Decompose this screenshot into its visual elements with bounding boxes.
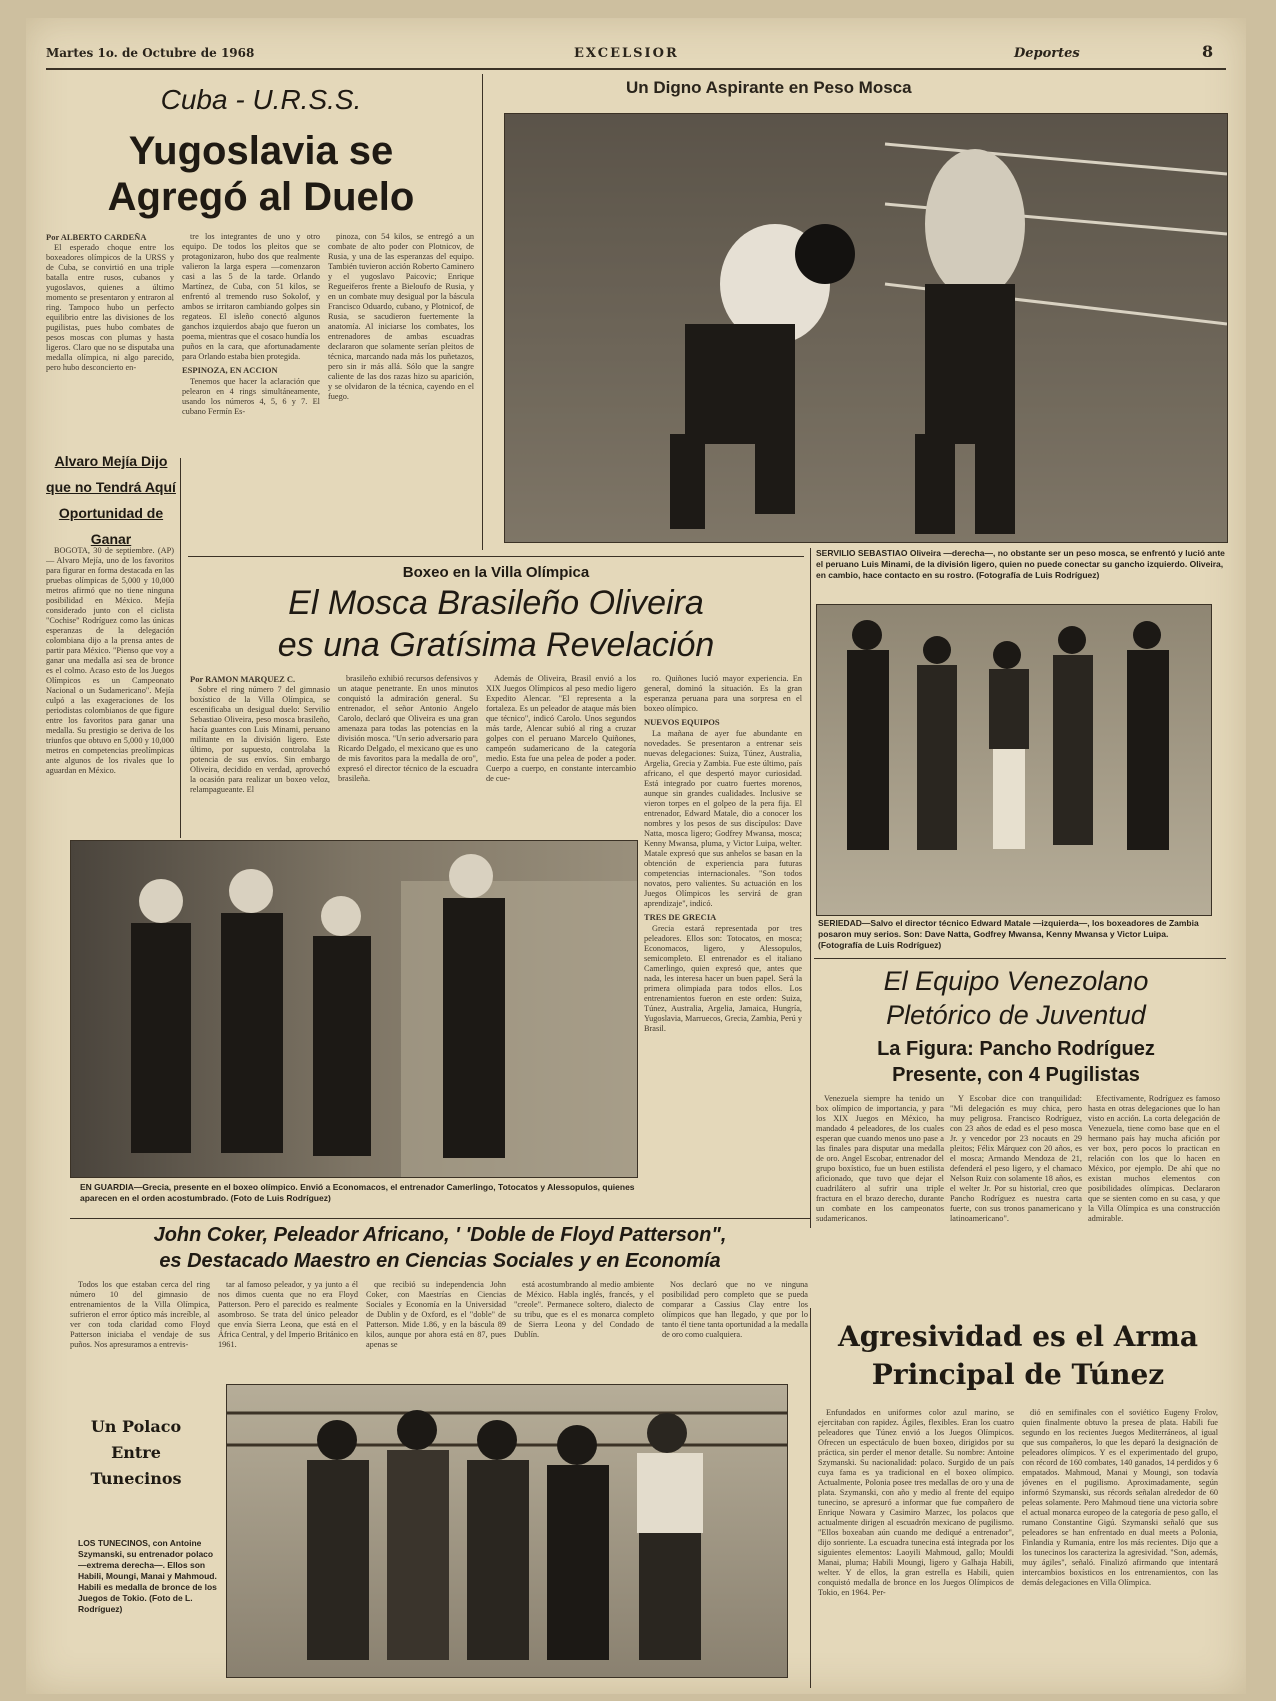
story5-col1 (70, 1280, 210, 1376)
rule-story3-top (188, 556, 804, 557)
story3-text1: Sobre el ring número 7 del gimnasio boxístico de la Villa Olímpica, se escenificaba un desigual duelo: Servilio Sebastiao Oliveira, peso mosca brasileño, hacía guantes con Luis Minami, peruano militante en la división ligero. Este último, por supuesto, controlaba la potencia de sus envíos. Sin embargo Oliveira, decidido en verdad, aprovechó la ocasión para realizar un boxeo veloz, relampagueante. El (190, 685, 330, 794)
story6-headline: Un Polaco Entre Tunecinos (90, 1417, 182, 1488)
story4-col3 (1088, 1094, 1220, 1290)
photo-greek-boxers (70, 840, 638, 1178)
story4-text1: Venezuela siempre ha tenido un box olímpico de importancia, y para los XIX Juegos en México, ha mandado 4 peleadores, de los cuales esperan que cuando menos uno pase a las finales para disputar una medalla de oro. Angel Escobar, entrenador del grupo boxístico, fue un buen estilista aficionado, que tuvo que dejar el cuadrilátero al sufrir una triple fractura en el brazo derecho, durante un combate en los campeonatos sudamericanos. (816, 1094, 944, 1223)
story5-text2: tar al famoso peleador, y ya junto a él nos dimos cuenta que no era Floyd Patterson. Pero el parecido es realmente asombroso. Se trata del único peleador que envía Sierra Leona, que está en el África Central, y del Imperio Británico en 1961. (218, 1280, 358, 1349)
story1-subhead: ESPINOZA, EN ACCION (182, 365, 278, 375)
paper-name: EXCELSIOR (574, 46, 679, 61)
story7-text2: dió en semifinales con el soviético Eugeny Frolov, quien finalmente obtuvo la presea de plata. Habili fue segundo en los recientes Juegos Mediterráneos, al igual que sus compañeros, lo que les deparó la designación de peleadores olímpicos. Y es el experimentado del grupo, con récord de 160 combates, 140 ganados, 14 perdidos y 6 empatados. Mahmoud, Manai y Moungi, son todavía jóvenes en el pugilismo. Aproximadamente, según informó Szymanski, sus récords señalan alrededor de 60 peleas solamente. Pero Mahmoud tiene una victoria sobre el actual monarca europeo de la categoría de peso gallo, el rumano Constantine Gigú. Szymanski señaló que sus peleadores se han enfrentado en dual meets a Polonia, Finlandia y Rumania, entre los más recientes. Dijo que a los tunecinos los caracteriza la agresividad. "Son, además, muy ágiles", señaló. Finalizó afirmando que intentará intercambios boxísticos en los entrenamientos, con las demás delegaciones en Villa Olímpica. (1022, 1408, 1218, 1587)
story5-text3: que recibió su independencia John Coker, con Maestrías en Ciencias Sociales y Economía en la Universidad de Dublin y de Oxford, es el "doble" de Patterson. Mide 1.86, y en la báscula 89 kilos, aunque por ahora está en 87, pues apenas se (366, 1280, 506, 1349)
story4-text2: Y Escobar dice con tranquilidad: "Mi delegación es muy chica, pero muy peligrosa. Francisco Rodríguez, con 23 años de edad es el peso mosca Jr. y vencedor por 23 nocauts en 29 pleitos; Félix Márquez con 20 años, es el mosca; Armando Mendoza de 21, defenderá el peso ligero, y el chamaco Nelson Ruiz con solamente 18 años, es el welter Jr. Por su historial, creo que Pancho Rodríguez es nuestra carta fuerte, con sus tronos panamericano y latinoamericano". (950, 1094, 1082, 1223)
story3-headline2: es una Gratísima Revelación (277, 626, 715, 664)
story1-text3: pinoza, con 54 kilos, se entregó a un combate de alto poder con Plotnicov, de Rusia, y una de las esperanzas del equipo. También tuvieron acción Roberto Caminero y el yugoslavo Paicovic; Enrique Regueiferos frente a Bieloufo de Rusia, y en un combate muy desigual por la báscula Francisco Oduardo, cubano, y Plotnicof, de Rusia, se sacudieron fuertemente la anatomía. Al iniciarse los combates, los entrenadores de ambas escuadras declararon que solamente serían pleitos de técnica, marcando nada más los puñetazos, pero sin ir más allá. Sólo que la sangre caliente de las dos razas hizo su aparición, y se olvidaron de la técnica, cayendo en el fuego. (328, 232, 474, 401)
story1-col1 (46, 232, 174, 442)
section-name: Deportes (1014, 46, 1080, 61)
rule-coker-top (70, 1218, 810, 1219)
story2-body (46, 546, 174, 836)
story5-col5 (662, 1280, 808, 1376)
story4-headline2: Pletórico de Juventud (886, 1000, 1146, 1030)
vertical-rule-center (810, 548, 811, 1228)
photo-sparring (504, 113, 1228, 543)
vertical-rule-tunez (810, 1308, 811, 1688)
vertical-rule-story1 (482, 74, 483, 550)
story1-col3 (328, 232, 474, 550)
photo-zambia-boxers (816, 604, 1212, 916)
story4-text3: Efectivamente, Rodríguez es famoso hasta en otras delegaciones que lo han visto en acción. La corta delegación de Venezuela, tiene como base que en el hermano país hay mucha afición por ver box, pero pocos lo practican en relación con los que lo hacen en México, por ejemplo. De ahí que no existan muchos elementos con posibilidades olímpicas. Declararon que se sienten como en su casa, y que la Villa Olímpica es una construcción admirable. (1088, 1094, 1220, 1223)
story4-deck2: Presente, con 4 Pugilistas (892, 1064, 1140, 1086)
story3-subhead1: NUEVOS EQUIPOS (644, 717, 720, 727)
story3-headline1: El Mosca Brasileño Oliveira (288, 584, 704, 622)
photo-tunisian-team (226, 1384, 788, 1678)
photo-sparring-image (505, 114, 1227, 542)
photo1-caption: SERVILIO SEBASTIAO Oliveira —derecha—, no obstante ser un peso mosca, se enfrentó y lució ante el peruano Luis Minami, de la división ligero, quien no puede conectar su gancho izquierdo. Oliveira, en cambio, hace contacto en su rostro. (Fotografía de Luis Rodríguez) (816, 548, 1225, 580)
story7-headline1: Agresividad es el Arma (838, 1320, 1198, 1353)
story2-headline: Alvaro Mejía Dijo que no Tendrá Aquí Oportunidad de Ganar (46, 453, 176, 547)
photo-greek-image (71, 841, 637, 1177)
rule-venezuela-top (814, 958, 1226, 959)
story-alvaro-mejia (46, 448, 176, 838)
story4-headline1: El Equipo Venezolano (883, 966, 1149, 996)
story5-col4 (514, 1280, 654, 1376)
story5-text4: está acostumbrando al medio ambiente de México. Habla inglés, francés, y el "creole". Permanece soltero, dialecto de su tribu, que es el es monarca completo de Sierra Leona y del Condado de Dublín. (514, 1280, 654, 1339)
story6-caption: LOS TUNECINOS, con Antoine Szymanski, su entrenador polaco —extrema derecha—. Ellos son Habili, Moungi, Manai y Mahmoud. Habili es medalla de bronce de los Juegos de Tokio. (Foto de L. Rodríguez) (78, 1538, 217, 1614)
column-rule-left (180, 458, 181, 838)
story3-kicker: Boxeo en la Villa Olímpica (402, 564, 590, 581)
story3-col1 (190, 674, 330, 834)
photo3-caption: EN GUARDIA—Grecia, presente en el boxeo olímpico. Envió a Economacos, el entrenador Camerlingo, Totocatos y Alessopulos, quienes aparecen en el orden acostumbrado. (Foto de Luis Rodríguez) (80, 1182, 635, 1203)
story4-col2 (950, 1094, 1082, 1290)
story3-col3 (486, 674, 636, 834)
story3-col2 (338, 674, 478, 834)
story1-text1: El esperado choque entre los boxeadores olímpicos de la URSS y de Cuba, se convirtió en una triple batalla entre rusos, cubanos y yugoslavos, quienes a último momento se presentaron y entraron al ring. Tampoco hubo un perfecto equilibrio entre las divisiones de los pugilistas, pues hubo combates de pesos moscas con plumas y hasta ligeros. Claro que no se disputaba una medalla olímpica, ni algo parecido, pero hubo desconcierto en- (46, 243, 174, 372)
story5-headline1: John Coker, Peleador Africano, ' 'Doble de Floyd Patterson", (153, 1224, 727, 1246)
newspaper-page (26, 18, 1246, 1694)
story7-col2 (1022, 1408, 1218, 1686)
story1-text2: tre los integrantes de uno y otro equipo. De todos los pleitos que se protagonizaron, hubo dos que realmente valieron la larga espera —comenzaron casi a las 5 de la tarde. Orlando Martínez, de Cuba, con 51 kilos, se enfrentó al tremendo ruso Sokolof, y ambos se irritaron cambiando golpes sin regateos. El isleño conectó algunos ganchos izquierdos abajo que fueron un poema, mientras que el cosaco hundía los puños en la cara, que afortunadamente para Orlando estaba bien protegida. (182, 232, 320, 361)
story1-col2 (182, 232, 320, 550)
issue-date: Martes 1o. de Octubre de 1968 (46, 46, 255, 60)
story3-col4 (644, 674, 802, 1224)
story7-text1: Enfundados en uniformes color azul marino, se ejercitaban con rapidez. Ágiles, flexibles. Eran los cuatro peleadores que Túnez envió a los Juegos Olímpicos. Ofrecen un espectáculo de buen boxeo, dirigidos por su práctica, sin perder el menor detalle. Su nombre: Antoine Szymanski. Su nacionalidad: polaco. Surgido de un país cuya fama es ya tradicional en el boxeo olímpico. Actualmente, Polonia posee tres medallas de oro y una de plata. Szymanski, con año y medio al frente del equipo tunecino, se apresuró a informar que fue compañero de Enrique Nowara y Casimiro Marzec, los polacos que actualmente dirigen al escuadrón mexicano de pugilismo. "Ellos boxeaban aún cuando me dediqué a entrenador", dijo sonriente. La escuadra tunecina está integrada por los siguientes elementos: Laoyili Mahmoud, gallo; Mouldi Manai, pluma; Habili Moungi, ligero y Galhaja Habili, welter. Y de ellos, la gran estrella es Habili, quien conquistó medalla de bronce en los Juegos Olímpicos de Tokio, en 1964. Per- (818, 1408, 1014, 1597)
story3-text4a: ro. Quiñones lució mayor experiencia. En general, dominó la situación. Es la gran esperanza peruana para una sorpresa en el boxeo olímpico. (644, 674, 802, 713)
story7-headline2: Principal de Túnez (871, 1358, 1165, 1391)
story3-subhead2: TRES DE GRECIA (644, 912, 717, 922)
story4-col1 (816, 1094, 944, 1290)
story5-headline2: es Destacado Maestro en Ciencias Sociales y en Economía (159, 1250, 721, 1272)
story5-col2 (218, 1280, 358, 1376)
story1-text2b: Tenemos que hacer la aclaración que pelearon en 4 rings simultáneamente, usando los números 4, 5, 6 y 7. El cubano Fermín Es- (182, 377, 320, 416)
masthead-rule (46, 68, 1226, 70)
story7-col1 (818, 1408, 1014, 1686)
photo-zambia-image (817, 605, 1211, 915)
story3-text4b: La mañana de ayer fue abundante en novedades. Se presentaron a entrenar seis nuevas delegaciones: Suiza, Túnez, Australia, Argelia, Grecia y Zambia. Fue este último, país africano, el que despertó mayor curiosidad. Está integrado por cuatro fuertes morenos, aunque sin grandes cualidades. Inclusive se vieron torpes en el golpeo de la pera fija. El entrenador, Edward Matale, dio a conocer los nombres y los pesos de sus discípulos: Dave Natta, mosca ligero; Godfrey Mwansa, mosca; Kenny Mwansa, pluma, y Victor Luipa, welter. Matale expresó que sus anhelos se basan en la obtención de experiencia para futuras competencias internacionales. "Son todos novatos, pero valientes. Su actuación en los Juegos Olímpicos les servirá de gran aprendizaje", indicó. (644, 729, 802, 908)
story1-kicker: Cuba - U.R.S.S. (160, 84, 362, 115)
story5-text5: Nos declaró que no ve ninguna posibilidad pero completo que se pueda comparar a Cassius Clay entre los olímpicos que han llegado, y que por lo tanto él tiene tanta oportunidad a la medalla de oro como cualquiera. (662, 1280, 808, 1339)
story3-text2: brasileño exhibió recursos defensivos y un ataque penetrante. En unos minutos conquistó la admiración general. Su entrenador, el señor Antonio Angelo Carolo, declaró que Oliveira es una gran amenaza para todas las potencias en la división mosca. "Un serio adversario para Ricardo Delgado, el mexicano que es uno de mis favoritos para la medalla de oro", expresó el director técnico de la escuadra brasileña. (338, 674, 478, 783)
photo2-caption: SERIEDAD—Salvo el director técnico Edward Matale —izquierda—, los boxeadores de Zambia posaron muy serios. Son: Dave Natta, Godfrey Mwansa, Kenny Mwansa y Victor Luipa. (Fotografía de Luis Rodríguez) (818, 918, 1199, 950)
story2-text: BOGOTA, 30 de septiembre. (AP) — Alvaro Mejía, uno de los favoritos para figurar en forma destacada en las pruebas olímpicas de 5,000 y 10,000 metros afirmó que no tiene ninguna posibilidad en México. Mejía considerado junto con el ciclista "Cochise" Rodríguez como las únicas esperanzas de la delegación colombiana dijo a la prensa antes de partir para México. "Pienso que voy a ganar una medalla así sea de bronce es el colmo. Acaso esto de los Juegos Olímpicos es un Campeonato Nacional o un Sudamericano". Mejía culpó a las exageraciones de los periodistas colombianos de que figure entre los favoritos para ganar una medalla. Su prestigio se deriva de los triunfos que obtuvo en 5,000 y 10,000 metros en competencias preolímpicas ante algunos de los rivales que lo aguardan en México. (46, 546, 174, 775)
photo1-headline: Un Digno Aspirante en Peso Mosca (626, 78, 912, 97)
story5-col3 (366, 1280, 506, 1376)
story1-byline: Por ALBERTO CARDEÑA (46, 232, 147, 242)
page-number: 8 (1202, 42, 1214, 61)
story3-text3: Además de Oliveira, Brasil envió a los XIX Juegos Olímpicos al peso medio ligero Expedito Alencar. "El representa a la fortaleza. Es un peleador de ataque más bien que técnico", indicó Carolo. Unos segundos más tarde, Alencar subió al ring a cruzar golpes con el peruano Marcelo Quiñones, campeón sudamericano de la categoría medio. Esta fue una pelea de poder a poder. Cuerpo a cuerpo, en constante intercambio de cue- (486, 674, 636, 783)
story5-text1: Todos los que estaban cerca del ring número 10 del gimnasio de entrenamientos de la Villa Olímpica, sufrieron el error óptico más increíble, al ver con toda claridad como Floyd Patterson iniciaba el vendaje de sus puños. Nos apresuramos a entrevis- (70, 1280, 210, 1349)
story4-deck1: La Figura: Pancho Rodríguez (877, 1038, 1155, 1060)
story1-headline: Yugoslavia se Agregó al Duelo (107, 129, 415, 219)
story3-text4c: Grecia estará representada por tres peleadores. Ellos son: Totocatos, en mosca; Economacos, ligero, y Alessopulos, semicompleto. El entrenador es el italiano Camerlingo, quien expresó que, antes que nada, les interesa hacer un buen papel. Será la primera olimpiada para todos ellos. Los entrenamientos fueron en este orden: Suiza, Túnez, Australia, Argelia, Jamaica, Hungría, Yugoslavia, Marruecos, Grecia, Zambia, Perú y Brasil. (644, 924, 802, 1033)
photo-tunisian-image (227, 1385, 787, 1677)
story3-byline: Por RAMON MARQUEZ C. (190, 674, 296, 684)
